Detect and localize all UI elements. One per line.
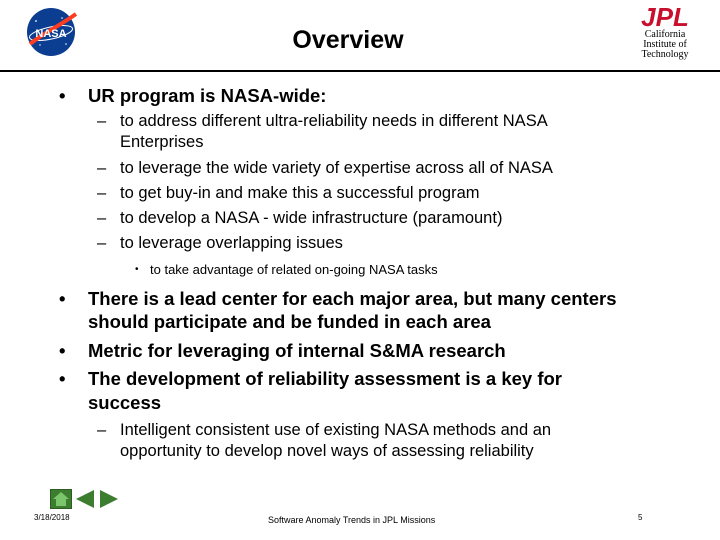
bullet-marker: • bbox=[59, 340, 66, 361]
dash-marker: – bbox=[97, 184, 107, 202]
forward-button[interactable] bbox=[98, 489, 120, 509]
sub-bullet-infrastructure: to develop a NASA - wide infrastructure (paramount) bbox=[120, 209, 503, 227]
nasa-logo-text: NASA bbox=[35, 28, 67, 40]
footer-title: Software Anomaly Trends in JPL Missions bbox=[268, 515, 436, 525]
sub-bullet-buy-in: to get buy-in and make this a successful program bbox=[120, 184, 480, 202]
home-button[interactable] bbox=[50, 489, 72, 509]
sub-bullet-overlapping: to leverage overlapping issues bbox=[120, 234, 343, 252]
sub-bullet-intelligent-use-cont: opportunity to develop novel ways of assessing reliability bbox=[120, 442, 534, 460]
footer-date: 3/18/2018 bbox=[34, 513, 70, 522]
sub-bullet-expertise: to leverage the wide variety of expertise across all of NASA bbox=[120, 159, 553, 177]
page-number: 5 bbox=[638, 513, 643, 522]
dash-marker: – bbox=[97, 421, 107, 439]
dash-marker: – bbox=[97, 159, 107, 177]
bullet-lead-center: There is a lead center for each major area, but many centers bbox=[88, 288, 617, 309]
back-arrow-icon bbox=[74, 489, 96, 509]
institution-label bbox=[630, 30, 700, 60]
bullet-marker: • bbox=[135, 264, 139, 275]
dash-marker: – bbox=[97, 209, 107, 227]
back-button[interactable] bbox=[74, 489, 96, 509]
bullet-lead-center-cont: should participate and be funded in each area bbox=[88, 311, 491, 332]
jpl-logo-text: JPL bbox=[641, 2, 689, 30]
dash-marker: – bbox=[97, 112, 107, 130]
dash-marker: – bbox=[97, 234, 107, 252]
bullet-reliability-assessment: The development of reliability assessment is a key for bbox=[88, 368, 562, 389]
sub-sub-bullet-related-tasks: to take advantage of related on-going NASA tasks bbox=[150, 262, 438, 277]
bullet-reliability-assessment-cont: success bbox=[88, 392, 162, 413]
sub-bullet-needs: to address different ultra-reliability needs in different NASA bbox=[120, 112, 548, 130]
header-divider bbox=[0, 70, 720, 72]
sub-bullet-needs-cont: Enterprises bbox=[120, 133, 204, 151]
home-icon bbox=[51, 490, 71, 508]
jpl-logo bbox=[628, 2, 702, 30]
bullet-marker: • bbox=[59, 85, 66, 106]
sub-bullet-intelligent-use: Intelligent consistent use of existing NASA methods and an bbox=[120, 421, 552, 439]
institution-line-2: Institute of bbox=[643, 39, 687, 50]
bullet-marker: • bbox=[59, 288, 66, 309]
institution-line-1: California bbox=[644, 29, 686, 40]
forward-arrow-icon bbox=[98, 489, 120, 509]
bullet-marker: • bbox=[59, 368, 66, 389]
bullet-metric: Metric for leveraging of internal S&MA research bbox=[88, 340, 506, 361]
institution-line-3: Technology bbox=[641, 49, 689, 60]
page-title: Overview bbox=[292, 26, 404, 54]
bullet-ur-program: UR program is NASA-wide: bbox=[88, 85, 327, 106]
